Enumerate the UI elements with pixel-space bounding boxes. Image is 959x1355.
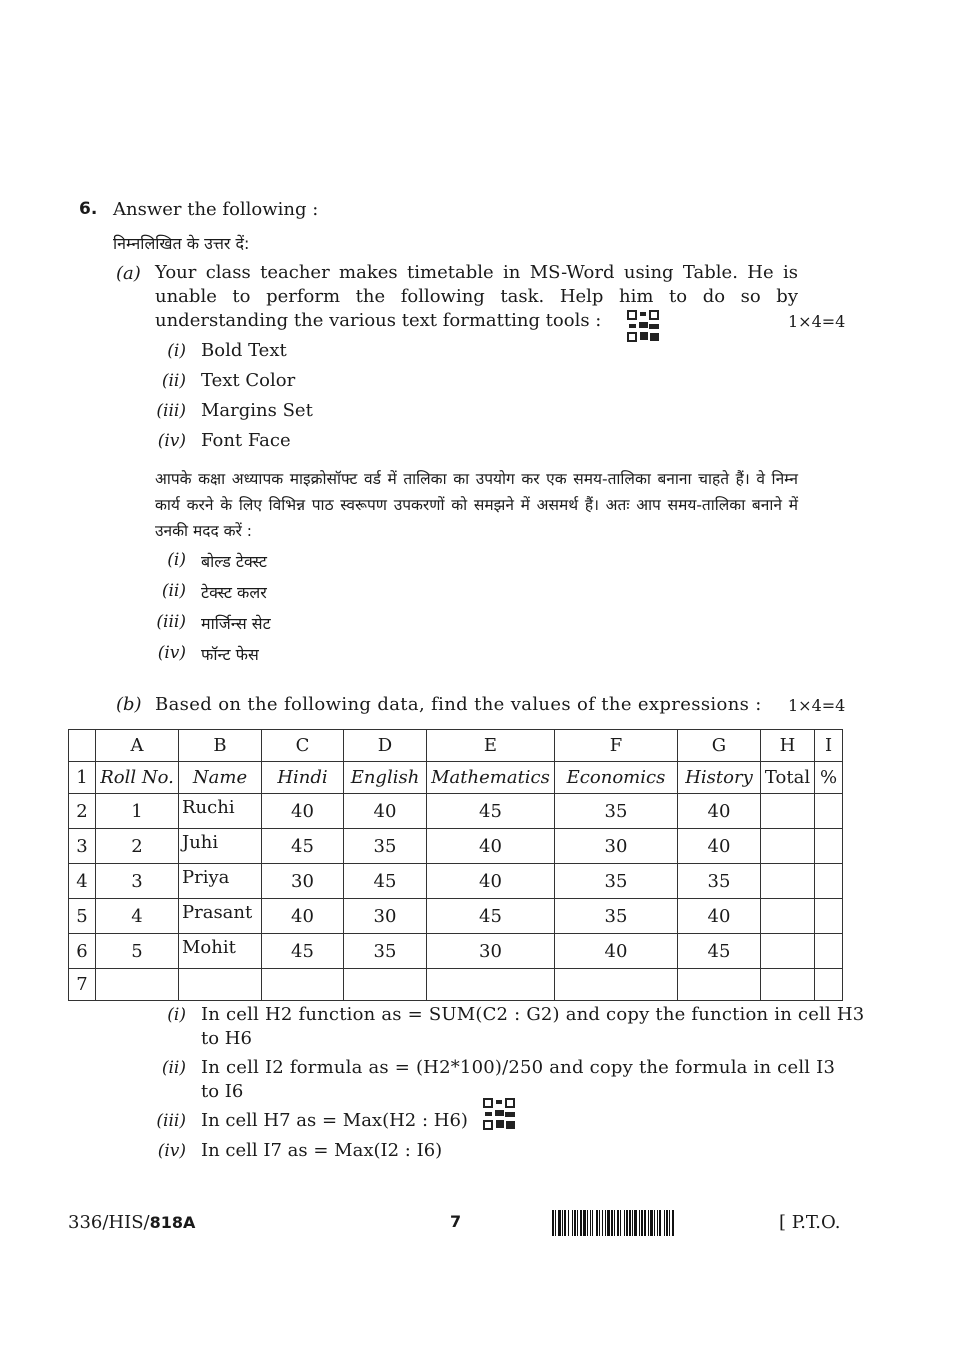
table-cell [815,829,843,864]
table-row [69,899,843,934]
table-cell [761,864,815,899]
table-cell [815,969,843,1001]
part-a-hindi-item-num: (i) [167,550,186,570]
table-cell [344,969,427,1001]
part-a-hindi-item-num: (iv) [157,643,186,663]
table-cell: 40 [427,829,555,864]
table-cell: 1 [96,794,179,829]
table-cell: 35 [555,864,678,899]
table-cell: 35 [344,829,427,864]
question-title: Answer the following : [113,199,319,220]
part-b-item-text: In cell H7 as = Max(H2 : H6) [201,1110,468,1131]
part-a-hindi-item-num: (ii) [161,581,186,601]
header-cell: I [815,730,843,762]
part-a-hindi-item-text: बोल्ड टेक्स्ट [201,552,267,571]
paper-code-bold: 818A [149,1213,196,1232]
header-cell: B [179,730,262,762]
part-a-marks: 1×4=4 [788,312,846,331]
table-cell: 45 [344,864,427,899]
part-a-item-text: Text Color [201,370,296,391]
table-row [69,794,843,829]
table-cell: Hindi [262,762,344,794]
table-cell [815,864,843,899]
part-a-item-num: (i) [167,341,186,361]
part-a-item-num: (iv) [157,431,186,451]
table-cell: Priya [179,864,262,899]
part-a-item-num: (ii) [161,371,186,391]
header-cell: G [678,730,761,762]
table-row [69,969,843,1001]
part-a-hindi-item-text: मार्जिन्स सेट [201,614,271,633]
table-cell [815,794,843,829]
page-number: 7 [450,1212,462,1231]
field-name-row [69,762,843,794]
row-number: 1 [69,762,96,794]
table-cell [761,899,815,934]
table-cell: 5 [96,934,179,969]
table-cell: 30 [262,864,344,899]
header-cell: C [262,730,344,762]
table-cell [678,969,761,1001]
part-b-item-text: In cell I2 formula as = (H2*100)/250 and copy the formula in cell I3 [201,1057,836,1078]
part-b-item-text-cont: to I6 [201,1081,244,1102]
table-row [69,864,843,899]
table-cell: English [344,762,427,794]
part-a-hindi-item-text: टेक्स्ट कलर [201,583,267,602]
part-a-hindi-text: आपके कक्षा अध्यापक माइक्रोसॉफ्ट वर्ड में तालिका का उपयोग कर एक समय-तालिका बनाना चाहते हैं। वे निम्न कार्य करने के लिए विभिन्न पाठ स्वरूपण उपकरणों को समझने में असमर्थ हैं। अतः आप समय-तालिका बनाने में उनकी मदद करें : [155,470,798,540]
table-cell: Prasant [179,899,262,934]
table-cell: 35 [555,794,678,829]
table-cell: 40 [678,829,761,864]
table-cell: Roll No. [96,762,179,794]
table-row [69,829,843,864]
header-cell: H [761,730,815,762]
part-b-label: (b) [116,694,142,715]
part-b-text: Based on the following data, find the values of the expressions : [155,694,762,715]
barcode-icon [552,1210,766,1236]
table-cell: Mathematics [427,762,555,794]
table-cell: Total [761,762,815,794]
row-number: 7 [69,969,96,1001]
table-cell: 45 [427,899,555,934]
paper-code-prefix: 336/HIS/ [68,1212,150,1233]
table-cell: 45 [427,794,555,829]
table-cell: 30 [427,934,555,969]
part-b-item-num: (iv) [157,1141,186,1161]
question-title-hindi: निम्नलिखित के उत्तर दें: [113,234,250,253]
table-cell [96,969,179,1001]
header-cell: E [427,730,555,762]
table-cell: History [678,762,761,794]
table-cell [815,899,843,934]
part-a-text: Your class teacher makes timetable in MS-Word using Table. He is unable to perform the following task. Help him to do so by understanding the various text formatting tools : [155,262,798,331]
qr-code-icon [627,310,661,342]
header-cell: D [344,730,427,762]
table-cell: 35 [555,899,678,934]
table-cell: 45 [262,934,344,969]
header-cell [69,730,96,762]
table-cell: 35 [344,934,427,969]
part-a-hindi-item-num: (iii) [156,612,186,632]
row-number: 3 [69,829,96,864]
table-cell: Name [179,762,262,794]
table-cell [761,969,815,1001]
header-cell: F [555,730,678,762]
table-row [69,934,843,969]
part-a-item-text: Margins Set [201,400,313,421]
table-cell: Juhi [179,829,262,864]
table-cell: 3 [96,864,179,899]
table-cell: 40 [555,934,678,969]
table-cell: 40 [344,794,427,829]
table-cell: Ruchi [179,794,262,829]
spreadsheet-table [68,729,843,1001]
table-cell: Mohit [179,934,262,969]
part-a-item-num: (iii) [156,401,186,421]
row-number: 5 [69,899,96,934]
table-cell [761,934,815,969]
part-b-item-text: In cell I7 as = Max(I2 : I6) [201,1140,443,1161]
table-cell: 35 [678,864,761,899]
part-a-item-text: Bold Text [201,340,287,361]
table-cell [179,969,262,1001]
part-a-hindi-item-text: फॉन्ट फेस [201,645,259,664]
table-cell: 45 [678,934,761,969]
row-number: 4 [69,864,96,899]
row-number: 2 [69,794,96,829]
part-a-label: (a) [116,263,141,284]
table-cell: 40 [262,899,344,934]
qr-code-icon [483,1098,517,1130]
part-b-item-num: (iii) [156,1111,186,1131]
paper-code [68,1212,195,1233]
part-b-marks: 1×4=4 [788,696,846,715]
table-cell: 40 [678,899,761,934]
part-b-item-num: (i) [167,1005,186,1025]
table-cell [761,794,815,829]
table-cell: 30 [344,899,427,934]
column-header-row [69,730,843,762]
table-cell [262,969,344,1001]
part-b-item-text: In cell H2 function as = SUM(C2 : G2) and copy the function in cell H3 [201,1004,865,1025]
table-cell: 2 [96,829,179,864]
table-cell [815,934,843,969]
part-b-item-num: (ii) [161,1058,186,1078]
table-cell: 40 [678,794,761,829]
table-cell: 40 [262,794,344,829]
table-cell: 4 [96,899,179,934]
part-b-item-text-cont: to H6 [201,1028,252,1049]
table-cell: 30 [555,829,678,864]
question-number: 6. [79,199,98,219]
pto-label: [ P.T.O. [779,1212,841,1233]
header-cell: A [96,730,179,762]
table-cell [761,829,815,864]
table-cell: 45 [262,829,344,864]
table-cell: % [815,762,843,794]
part-a-item-text: Font Face [201,430,291,451]
table-cell: 40 [427,864,555,899]
table-cell: Economics [555,762,678,794]
table-cell [427,969,555,1001]
table-cell [555,969,678,1001]
row-number: 6 [69,934,96,969]
